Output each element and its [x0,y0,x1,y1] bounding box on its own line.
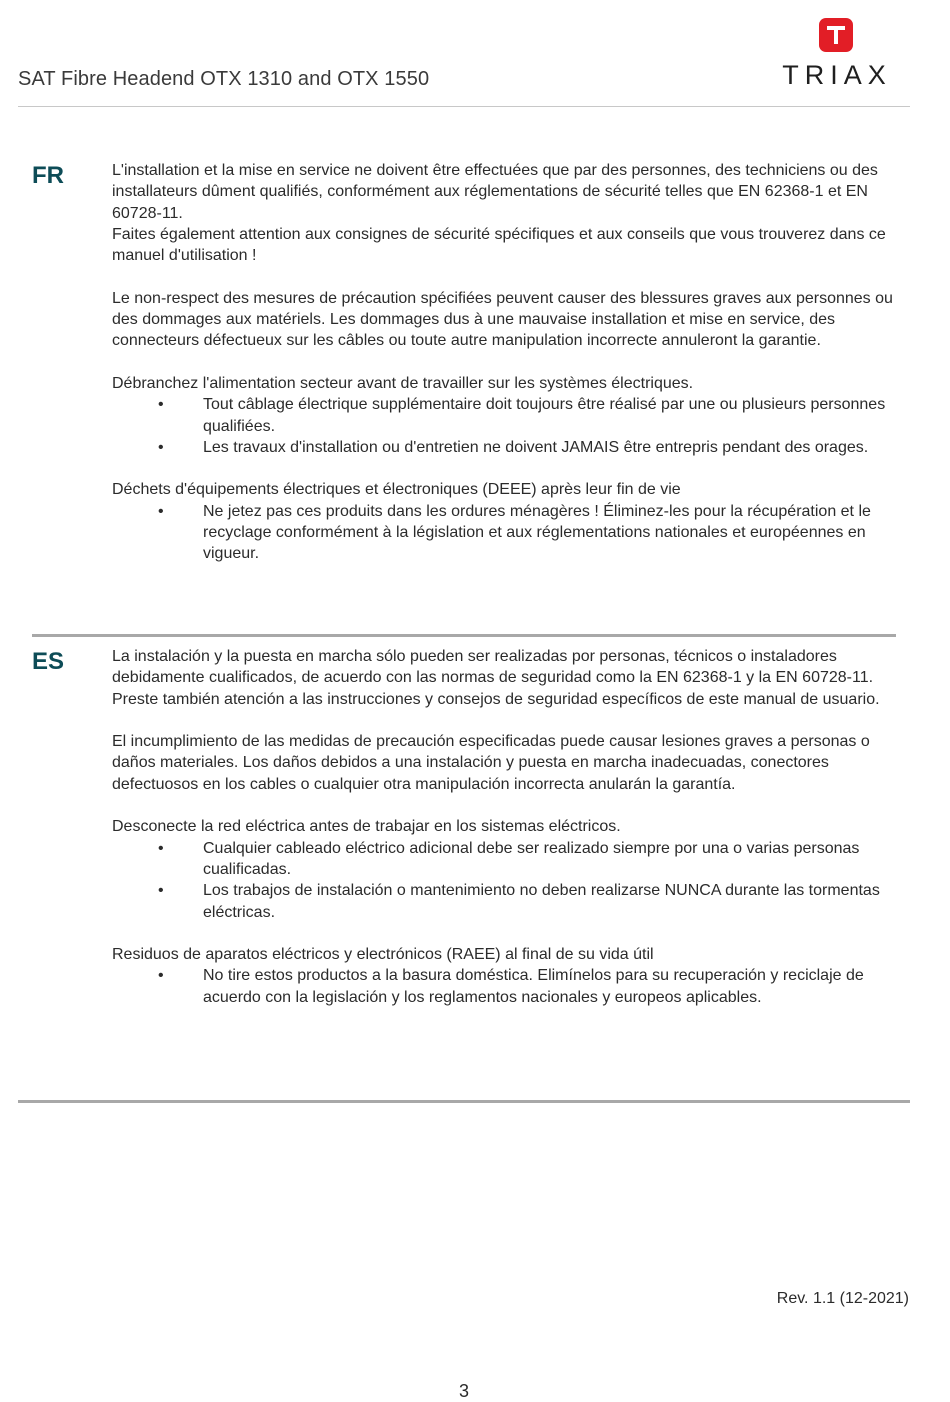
paragraph: L'installation et la mise en service ne doivent être effectuées que par des personnes, des techniciens ou des installateurs dûment qualifiés, conformément aux réglementations de sécurité telles que EN 62368-1 et EN 60728-11. [112,162,878,222]
triax-logo-icon [819,18,853,52]
bullet-list [112,394,904,458]
bullet-list [112,501,904,565]
paragraph: Déchets d'équipements électriques et électroniques (DEEE) après leur fin de vie [112,481,681,499]
bullet-icon: • [158,396,164,414]
bullet-icon: • [158,502,164,520]
section-divider [32,634,896,637]
section-code-fr: FR [32,162,64,189]
triax-logo [776,18,898,88]
list-item: • Les travaux d'installation ou d'entretien ne doivent JAMAIS être entrepris pendant des orages. [112,437,904,458]
section-code-es: ES [32,648,65,675]
bullet-list [112,838,904,923]
list-item: • Los trabajos de instalación o mantenimiento no deben realizarse NUNCA durante las tormentas eléctricas. [158,882,880,921]
section-es [112,646,904,1008]
paragraph: Residuos de aparatos eléctricos y electrónicos (RAEE) al final de su vida útil [112,946,654,964]
bullet-icon: • [158,882,164,900]
paragraph: Le non-respect des mesures de précaution spécifiées peuvent causer des blessures graves aux personnes ou des dommages aux matériels. Les dommages dus à une mauvaise installation et mise en service, des connecteurs défectueux sur les câbles ou toute autre manipulation incorrecte annuleront la garantie. [112,289,893,350]
list-item: • Tout câblage électrique supplémentaire doit toujours être réalisé par une ou plusieurs personnes qualifiées. [158,396,886,435]
header-divider [18,106,910,107]
document-title: SAT Fibre Headend OTX 1310 and OTX 1550 [18,68,430,90]
bullet-list [112,965,904,1008]
section-fr [112,160,904,565]
logo-wordmark: TRIAX [782,60,892,90]
list-item: • No tire estos productos a la basura doméstica. Elimínelos para su recuperación y reciclaje de acuerdo con la legislación y los reglamentos nacionales y europeos aplicables. [158,967,864,1006]
paragraph: Débranchez l'alimentation secteur avant de travailler sur les systèmes électriques. [112,374,694,392]
paragraph: Desconecte la red eléctrica antes de trabajar en los sistemas eléctricos. [112,818,621,836]
paragraph: Faites également attention aux consignes de sécurité spécifiques et aux conseils que vous trouverez dans ce manuel d'utilisation ! [112,225,886,265]
paragraph: Preste también atención a las instrucciones y consejos de seguridad específicos de este manual de usuario. [112,690,880,708]
list-item: • Cualquier cableado eléctrico adicional debe ser realizado siempre por una o varias personas cualificadas. [158,839,860,878]
page-number: 3 [458,1381,469,1401]
list-item: • Ne jetez pas ces produits dans les ordures ménagères ! Éliminez-les pour la récupération et le recyclage conformément à la législation et aux réglementations nationales et européennes en vigueur. [158,502,871,563]
bullet-icon: • [158,438,164,456]
paragraph: La instalación y la puesta en marcha sólo pueden ser realizadas por personas, técnicos o instaladores debidamente cualificados, de acuerdo con las normas de seguridad como la EN 62368-1 y la EN 60728-11. [112,648,874,687]
footer-divider [18,1100,910,1103]
bullet-icon: • [158,839,164,857]
bullet-icon: • [158,967,164,985]
paragraph: El incumplimiento de las medidas de precaución especificadas puede causar lesiones graves a personas o daños materiales. Los daños debidos a una instalación y puesta en marcha inadecuadas, conectores defectuosos en los cables o cualquier otra manipulación incorrecta anularán la garantía. [112,733,870,793]
revision-label: Rev. 1.1 (12-2021) [776,1290,909,1307]
